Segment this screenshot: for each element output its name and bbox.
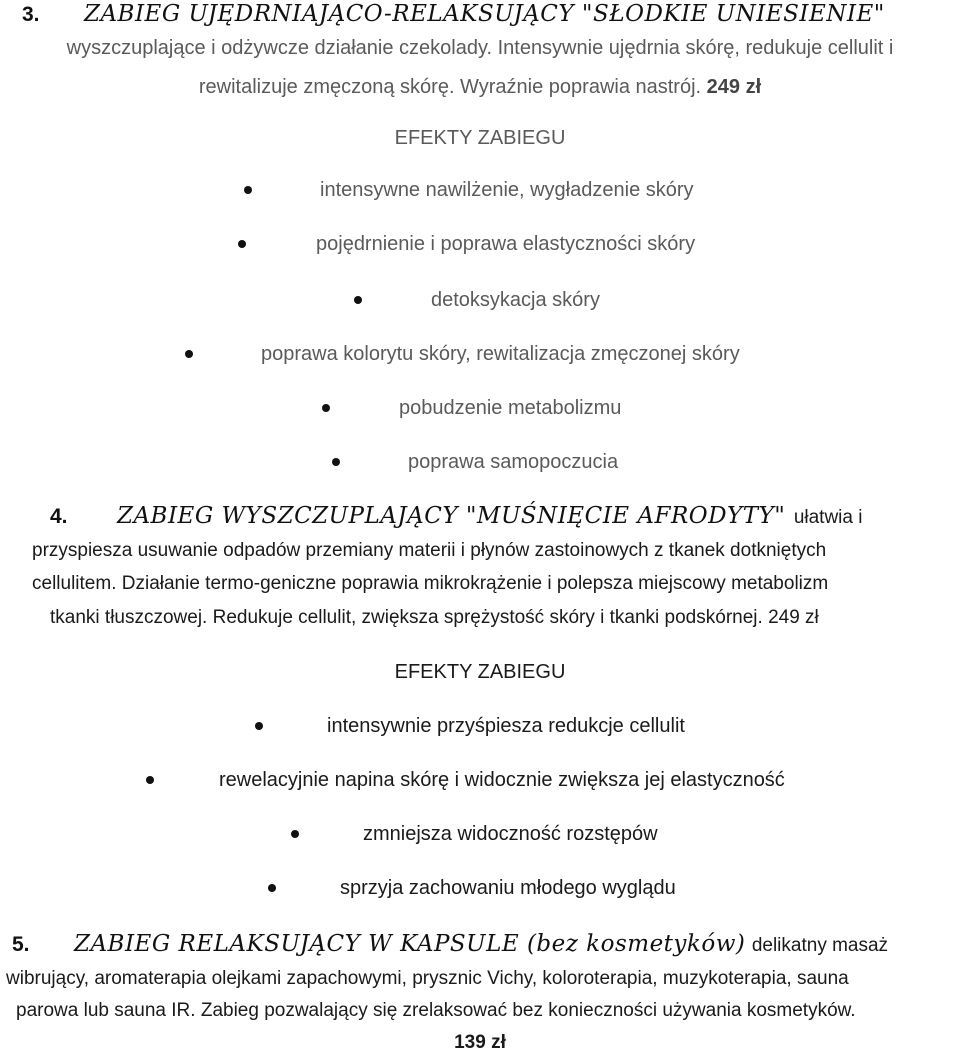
section-title: ZABIEG UJĘDRNIAJĄCO-RELAKSUJĄCY "SŁODKIE UNIESIENIE" [83,1,885,27]
bullet-icon [185,350,193,358]
description: rewitalizuje zmęczoną skórę. Wyraźnie poprawia nastrój. [198,76,702,98]
section-4-heading [50,501,862,534]
list-item [0,766,960,796]
bullet-icon [332,458,340,466]
section-3-text-line-2 [0,74,960,100]
list-item-text: pobudzenie metabolizmu [399,397,622,419]
section-number: 3. [22,3,40,26]
list-item-text: rewelacyjnie napina skórę i widocznie zwiększa jej elastyczność [219,769,785,791]
section-4-text-line-2: cellulitem. Działanie termo-geniczne poprawia mikrokrążenie i polepsza miejscowy metabolizm [32,573,829,594]
list-item [0,820,960,850]
price: 139 zł [454,1032,506,1053]
section-3-heading [22,0,885,31]
description: tkanki tłuszczowej. Redukuje cellulit, zwiększa sprężystość skóry i tkanki podskórnej. [50,607,763,628]
section-4-text-line-1: przyspiesza usuwanie odpadów przemiany materii i płynów zastoinowych z tkanek dotkniętych [32,540,827,561]
title-tail: delikatny masaż [751,935,889,956]
list-item-text: poprawa samopoczucia [408,451,619,473]
list-item [0,286,960,316]
title-tail: ułatwia i [793,507,863,528]
list-item [0,874,960,904]
list-item [0,712,960,742]
effects-heading: EFEKTY ZABIEGU [394,127,566,149]
bullet-icon [146,776,154,784]
list-item [0,176,960,206]
section-5-heading [12,929,888,962]
bullet-icon [238,240,246,248]
price: 249 zł [768,607,819,628]
bullet-icon [244,186,252,194]
list-item [0,340,960,370]
effects-heading: EFEKTY ZABIEGU [394,661,566,683]
section-title: ZABIEG WYSZCZUPLAJĄCY "MUŚNIĘCIE AFRODYTY" [116,503,786,529]
list-item-text: intensywne nawilżenie, wygładzenie skóry [320,179,694,201]
price: 249 zł [706,76,762,98]
bullet-icon [255,722,263,730]
section-number: 5. [12,933,30,956]
bullet-icon [268,884,276,892]
list-item-text: pojędrnienie i poprawa elastyczności skóry [316,233,696,255]
bullet-icon [354,296,362,304]
section-title: ZABIEG RELAKSUJĄCY W KAPSULE (bez kosmetyków) [73,931,746,957]
list-item-text: sprzyja zachowaniu młodego wyglądu [340,877,676,899]
list-item-text: poprawa kolorytu skóry, rewitalizacja zmęczonej skóry [261,343,740,365]
bullet-icon [322,404,330,412]
section-number: 4. [50,505,68,528]
list-item-text: zmniejsza widoczność rozstępów [363,823,658,845]
list-item [0,230,960,260]
section-3-text-line-1: wyszczuplające i odżywcze działanie czekolady. Intensywnie ujędrnia skórę, redukuje cellulit i [66,37,894,59]
section-5-text-line-1: wibrujący, aromaterapia olejkami zapachowymi, prysznic Vichy, koloroterapia, muzykoterapia, sauna [6,968,849,989]
list-item-text: detoksykacja skóry [431,289,600,311]
list-item [0,448,960,478]
list-item-text: intensywnie przyśpiesza redukcje cellulit [327,715,685,737]
bullet-icon [291,830,299,838]
section-4-text-line-3 [50,605,819,631]
section-5-text-line-2: parowa lub sauna IR. Zabieg pozwalający się zrelaksować bez konieczności używania kosmetyków. [16,1000,856,1021]
list-item [0,394,960,424]
